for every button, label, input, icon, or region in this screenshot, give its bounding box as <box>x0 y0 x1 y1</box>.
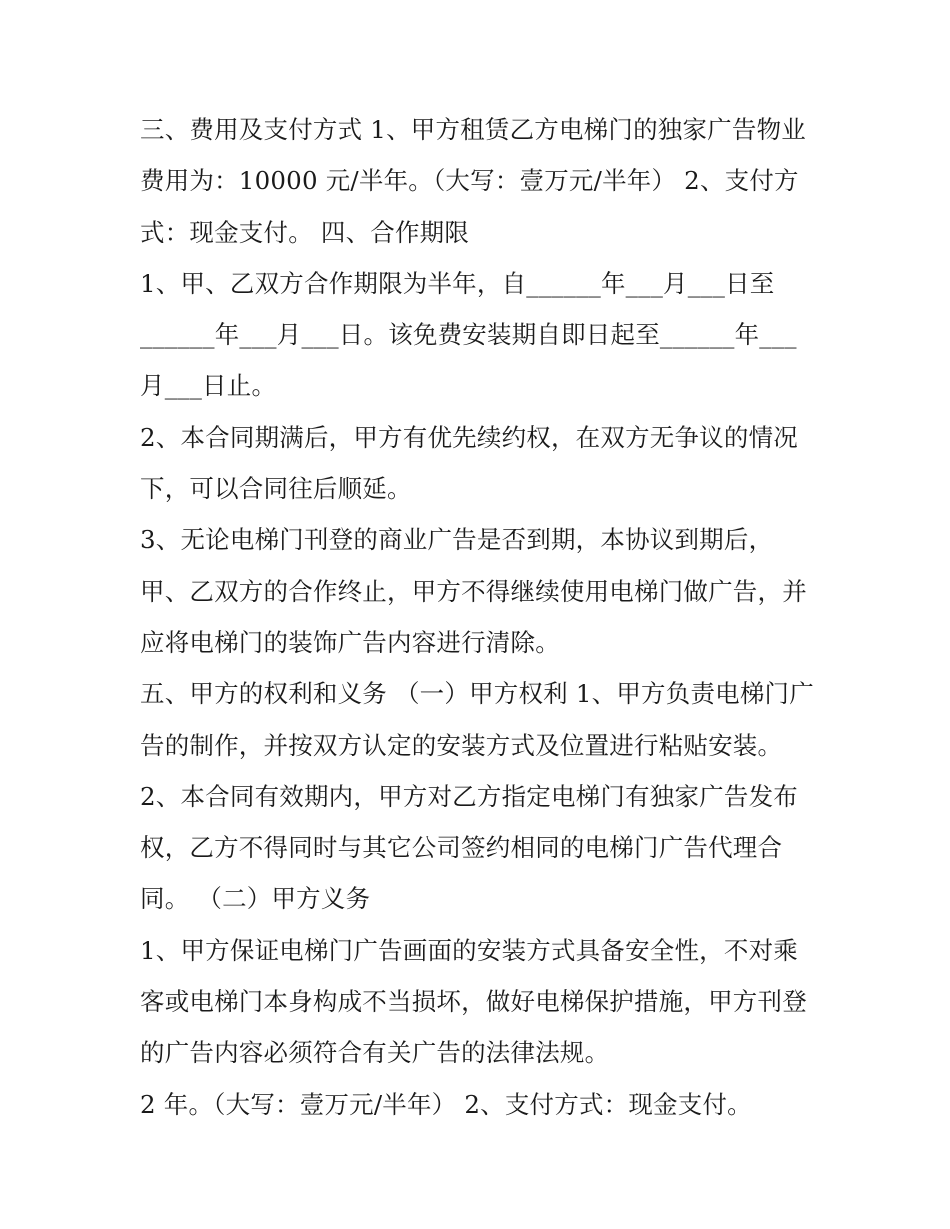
text-line: 式：现金支付。 四、合作期限 <box>140 217 470 247</box>
contract-text-body <box>140 104 820 1130</box>
text-line: 的广告内容必须符合有关广告的法律法规。 <box>140 1038 610 1068</box>
text-line: 应将电梯门的装饰广告内容进行清除。 <box>140 627 560 657</box>
text-line: 2、本合同有效期内，甲方对乙方指定电梯门有独家广告发布 <box>140 781 798 811</box>
text-line: 费用为：10000 元/半年。（大写：壹万元/半年） 2、支付方 <box>140 166 799 196</box>
text-line: 客或电梯门本身构成不当损坏，做好电梯保护措施，甲方刊登 <box>140 987 807 1017</box>
text-line: ______年___月___日。该免费安装期自即日起至______年___ <box>140 320 797 350</box>
text-line: 3、无论电梯门刊登的商业广告是否到期，本协议到期后， <box>140 525 774 555</box>
text-line: 三、费用及支付方式 1、甲方租赁乙方电梯门的独家广告物业 <box>140 115 806 144</box>
text-line: 下，可以合同往后顺延。 <box>140 474 412 504</box>
text-line: 月___日止。 <box>140 371 277 401</box>
text-line: 权，乙方不得同时与其它公司签约相同的电梯门广告代理合 <box>140 833 783 863</box>
text-line: 2 年。（大写：壹万元/半年） 2、支付方式：现金支付。 <box>140 1089 752 1119</box>
text-line: 告的制作，并按双方认定的安装方式及位置进行粘贴安装。 <box>140 730 783 760</box>
text-line: 同。 （二）甲方义务 <box>140 884 371 914</box>
text-line: 五、甲方的权利和义务 （一）甲方权利 1、甲方负责电梯门广 <box>140 679 814 709</box>
text-line: 甲、乙双方的合作终止，甲方不得继续使用电梯门做广告，并 <box>140 576 807 606</box>
text-line: 2、本合同期满后，甲方有优先续约权，在双方无争议的情况 <box>140 422 798 452</box>
text-line: 1、甲方保证电梯门广告画面的安装方式具备安全性，不对乘 <box>140 935 798 965</box>
text-line: 1、甲、乙双方合作期限为半年，自______年___月___日至 <box>140 268 775 298</box>
